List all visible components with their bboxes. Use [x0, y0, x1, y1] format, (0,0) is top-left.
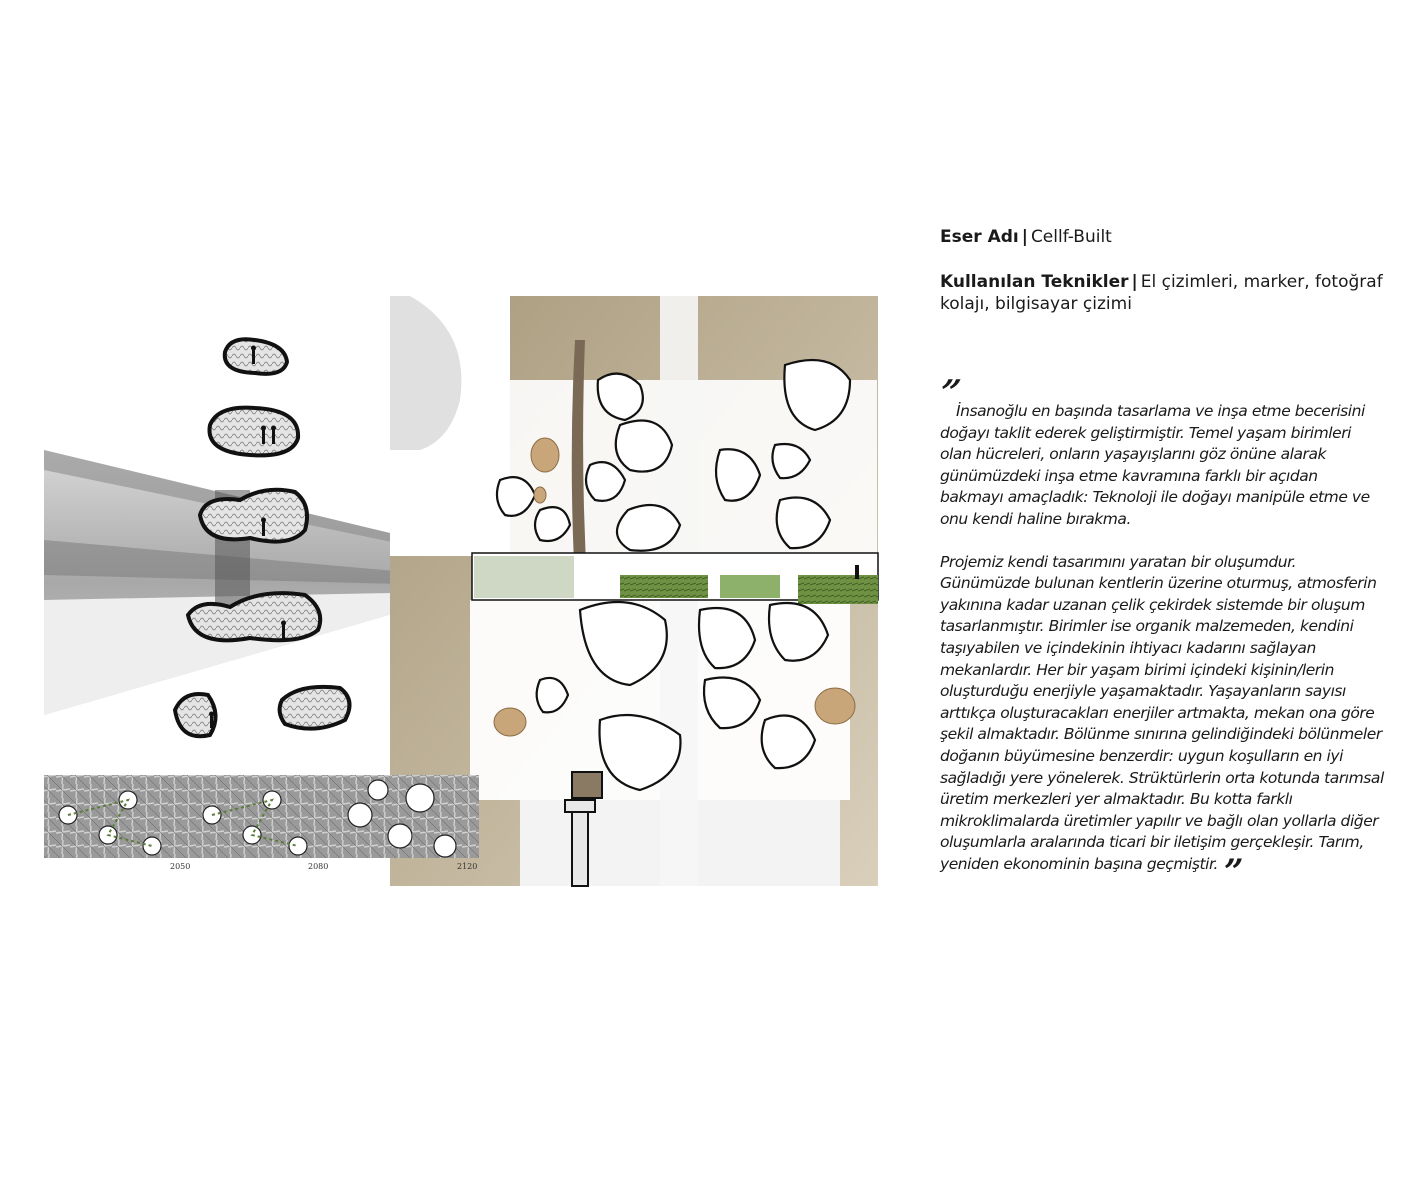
- techniques-value: El çizimleri, marker, fotoğraf kolajı, bilgisayar çizimi: [940, 272, 1383, 314]
- techniques-label: Kullanılan Teknikler: [940, 272, 1129, 292]
- title-separator: |: [1021, 227, 1028, 247]
- statement-paragraph-1: İnsanoğlu en başında tasarlama ve inşa etme becerisini doğayı taklit ederek geliştirmiştir. Temel yaşam birimleri olan hücreleri, onların yaşayışlarını göz önüne alarak günümüzdeki inşa etme kavramına farklı bir açıdan bakmayı amaçladık: Teknoloji ile doğayı manipüle etme ve onu kendi haline bırakma.: [940, 402, 1370, 528]
- statement-paragraph-2-text: Projemiz kendi tasarımını yaratan bir oluşumdur. Günümüzde bulunan kentlerin üzerine oturmuş, atmosferin yakınına kadar uzanan çelik çekirdek sistemde bir oluşum tasarlanmıştır. Birimler ise organik malzemeden, kendini taşıyabilen ve içindekinin ihtiyacı kadarını sağlayan mekanlardır. Her bir yaşam birimi içindeki kişinin/lerin oluşturduğu enerjiyle yaşamaktadır. Yaşayanların sayısı arttıkça oluşturacakları enerjiler artmakta, mekan ona göre şekil almaktadır. Bölünme sınırına gelindiğindeki bölünmeler doğanın büyümesine benzerdir: uygun koşulların en iyi sağladığı yere yönelerek. Strüktürlerin orta kotunda tarımsal üretim merkezleri yer almaktadır. Bu kotta farklı mikroklimalarda üretimler yapılır ve bağlı olan yollarla diğer oluşumlarla aralarında ticari bir iletişim gerçekleşir. Tarım, yeniden ekonominin başına geçmiştir.: [940, 552, 1384, 873]
- techniques-separator: |: [1131, 272, 1138, 292]
- project-statement: [935, 373, 1385, 892]
- open-quote-mark: ”: [935, 373, 964, 413]
- statement-paragraph-2: [940, 552, 1385, 892]
- timeline-label-2: 2080: [308, 862, 329, 871]
- title-line: [940, 226, 1385, 248]
- title-label: Eser Adı: [940, 227, 1019, 247]
- timeline-label-3: 2120: [457, 862, 478, 871]
- techniques-line: [940, 271, 1385, 315]
- work-info-panel: [935, 226, 1385, 892]
- close-quote-mark: ”: [1223, 851, 1244, 892]
- timeline-label-1: 2050: [170, 862, 191, 871]
- title-value: Cellf-Built: [1030, 227, 1112, 247]
- timeline-map: [44, 775, 479, 871]
